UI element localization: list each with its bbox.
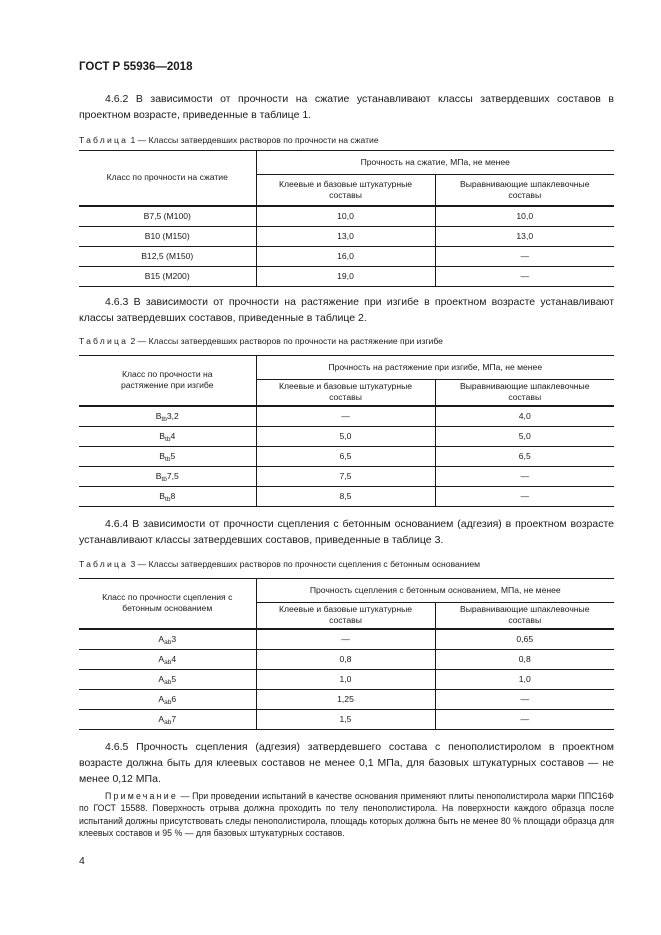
class-subscript: tb: [165, 495, 171, 503]
class-subscript: tb: [165, 455, 171, 463]
class-value: 5: [171, 673, 177, 684]
table1: [79, 150, 614, 287]
table-row: [79, 206, 614, 227]
class-cell: [79, 426, 256, 446]
table3-caption: [79, 559, 480, 569]
table1-col-b: Выравнивающие шпаклевочные составы: [459, 178, 590, 200]
class-cell: [79, 466, 256, 486]
paragraph-number: 4.6.2: [105, 93, 129, 105]
value-cell-b: —: [435, 266, 614, 286]
class-base: B: [159, 450, 166, 461]
class-subscript: tb: [161, 415, 167, 423]
value-cell-a: —: [256, 406, 435, 427]
caption-text: 2 — Классы затвердевших растворов по прочности на растяжение при изгибе: [130, 336, 443, 346]
value-cell-a: 13,0: [256, 226, 435, 246]
value-cell-a: 16,0: [256, 246, 435, 266]
caption-word: Таблица: [79, 559, 129, 569]
class-subscript: tb: [165, 435, 171, 443]
table1-col-a: Клеевые и базовые штукатурные составы: [256, 175, 435, 206]
value-cell-a: 1,25: [256, 689, 435, 709]
class-cell: [79, 649, 256, 669]
paragraph-4-6-5: [79, 739, 614, 787]
value-cell-b: 6,5: [435, 446, 614, 466]
table-row: [79, 669, 614, 689]
paragraph-text: В зависимости от прочности сцепления с бетонным основанием (адгезия) в проектном возрасте устанавливают классы затвердевших составов, приведенные в таблице 3.: [79, 518, 614, 546]
value-cell-b: —: [435, 246, 614, 266]
value-cell-a: 8,5: [256, 486, 435, 506]
value-cell-a: 19,0: [256, 266, 435, 286]
table-row: [79, 406, 614, 427]
class-base: A: [158, 673, 165, 684]
note-text: — При проведении испытаний в качестве основания применяют плиты пенополистирола марки ППС16Ф по ГОСТ 15588. Поверхность отрыва должна проходить по телу пенополистирола. На поверхности каждого образца после испытаний должны присутствовать следы пенополистирола, площадь которых должна быть не менее 80 % площади образца для клеевых составов и 95 % — для базовых штукатурных составов.: [79, 791, 614, 838]
value-cell-a: 5,0: [256, 426, 435, 446]
caption-word: Таблица: [79, 336, 129, 346]
table1-col-group: Прочность на сжатие, МПа, не менее: [256, 151, 614, 175]
document-id: ГОСТ Р 55936—2018: [79, 61, 193, 73]
note: [79, 790, 614, 839]
caption-text: 1 — Классы затвердевших растворов по прочности на сжатие: [130, 135, 379, 145]
value-cell-b: 13,0: [435, 226, 614, 246]
class-subscript: ab: [164, 718, 172, 726]
table3-col-a: Клеевые и базовые штукатурные составы: [256, 603, 435, 629]
paragraph-number: 4.6.3: [105, 296, 129, 308]
paragraph-number: 4.6.4: [105, 518, 129, 530]
paragraph-text: Прочность сцепления (адгезия) затвердевшего состава с пенополистиролом в проектном возрасте должна быть для клеевых составов не менее 0,1 МПа, для базовых штукатурных составов — не менее 0,12 МПа.: [79, 741, 614, 785]
table1-col-class: Класс по прочности на сжатие: [79, 151, 256, 206]
value-cell-a: 7,5: [256, 466, 435, 486]
table-row: [79, 446, 614, 466]
value-cell-b: 5,0: [435, 426, 614, 446]
paragraph-4-6-2: [79, 91, 614, 123]
value-cell-b: —: [435, 486, 614, 506]
class-cell: [79, 709, 256, 729]
table-row: [79, 426, 614, 446]
class-cell: [79, 446, 256, 466]
value-cell-a: 10,0: [256, 206, 435, 227]
class-cell: [79, 669, 256, 689]
value-cell-a: 6,5: [256, 446, 435, 466]
table-row: [79, 709, 614, 729]
class-value: 8: [170, 490, 176, 501]
value-cell-b: —: [435, 709, 614, 729]
class-base: B: [159, 490, 166, 501]
table-row: [79, 246, 614, 266]
class-base: B: [155, 410, 162, 421]
value-cell-a: 1,0: [256, 669, 435, 689]
page-number: 4: [79, 855, 85, 867]
table2: [79, 355, 614, 507]
class-cell: [79, 629, 256, 650]
paragraph-4-6-3: [79, 294, 614, 326]
class-value: 6: [171, 693, 177, 704]
class-cell: B10 (M150): [79, 226, 256, 246]
class-cell: [79, 689, 256, 709]
table3-col-class: Класс по прочности сцепления с бетонным основанием: [79, 579, 256, 629]
table-row: [79, 649, 614, 669]
caption-text: 3 — Классы затвердевших растворов по прочности сцепления с бетонным основанием: [130, 559, 481, 569]
value-cell-b: —: [435, 466, 614, 486]
value-cell-b: 4,0: [435, 406, 614, 427]
value-cell-a: —: [256, 629, 435, 650]
table3-col-group: Прочность сцепления с бетонным основанием, МПа, не менее: [256, 579, 614, 603]
paragraph-number: 4.6.5: [105, 741, 129, 753]
class-subscript: ab: [164, 698, 172, 706]
value-cell-b: 0,8: [435, 649, 614, 669]
paragraph-4-6-4: [79, 516, 614, 548]
note-label: Примечание: [105, 791, 178, 801]
class-base: A: [158, 633, 165, 644]
table2-caption: [79, 336, 443, 346]
class-base: B: [159, 430, 166, 441]
table-row: [79, 486, 614, 506]
class-cell: [79, 406, 256, 427]
table1-caption: [79, 135, 379, 145]
class-value: 3,2: [166, 410, 179, 421]
class-base: A: [158, 713, 165, 724]
class-subscript: ab: [164, 638, 172, 646]
class-value: 7: [171, 713, 177, 724]
table2-col-b: Выравнивающие шпаклевочные составы: [459, 381, 590, 403]
table-row: [79, 266, 614, 286]
table-row: [79, 226, 614, 246]
paragraph-text: В зависимости от прочности на сжатие устанавливают классы затвердевших составов в проектном возрасте, приведенные в таблице 1.: [79, 93, 614, 121]
value-cell-b: 0,65: [435, 629, 614, 650]
value-cell-b: 10,0: [435, 206, 614, 227]
value-cell-b: 1,0: [435, 669, 614, 689]
class-cell: [79, 486, 256, 506]
class-base: A: [158, 653, 165, 664]
caption-word: Таблица: [79, 135, 129, 145]
class-cell: B15 (M200): [79, 266, 256, 286]
value-cell-b: —: [435, 689, 614, 709]
table-row: [79, 466, 614, 486]
class-subscript: ab: [164, 658, 172, 666]
table3: [79, 578, 614, 730]
table2-col-a: Клеевые и базовые штукатурные составы: [256, 380, 435, 406]
class-value: 4: [170, 430, 176, 441]
table2-col-group: Прочность на растяжение при изгибе, МПа, не менее: [256, 356, 614, 380]
class-base: B: [155, 470, 162, 481]
class-value: 4: [171, 653, 177, 664]
paragraph-text: В зависимости от прочности на растяжение при изгибе в проектном возрасте устанавливают классы затвердевших составов, приведенные в таблице 2.: [79, 296, 614, 324]
class-value: 7,5: [166, 470, 179, 481]
value-cell-a: 0,8: [256, 649, 435, 669]
class-base: A: [158, 693, 165, 704]
table3-col-b: Выравнивающие шпаклевочные составы: [459, 604, 590, 626]
table2-col-class: Класс по прочности на растяжение при изгибе: [79, 356, 256, 406]
value-cell-a: 1,5: [256, 709, 435, 729]
table-row: [79, 689, 614, 709]
class-value: 5: [170, 450, 176, 461]
class-cell: B7,5 (M100): [79, 206, 256, 227]
class-cell: B12,5 (M150): [79, 246, 256, 266]
class-subscript: tb: [161, 475, 167, 483]
table-row: [79, 629, 614, 650]
class-value: 3: [171, 633, 177, 644]
class-subscript: ab: [164, 678, 172, 686]
